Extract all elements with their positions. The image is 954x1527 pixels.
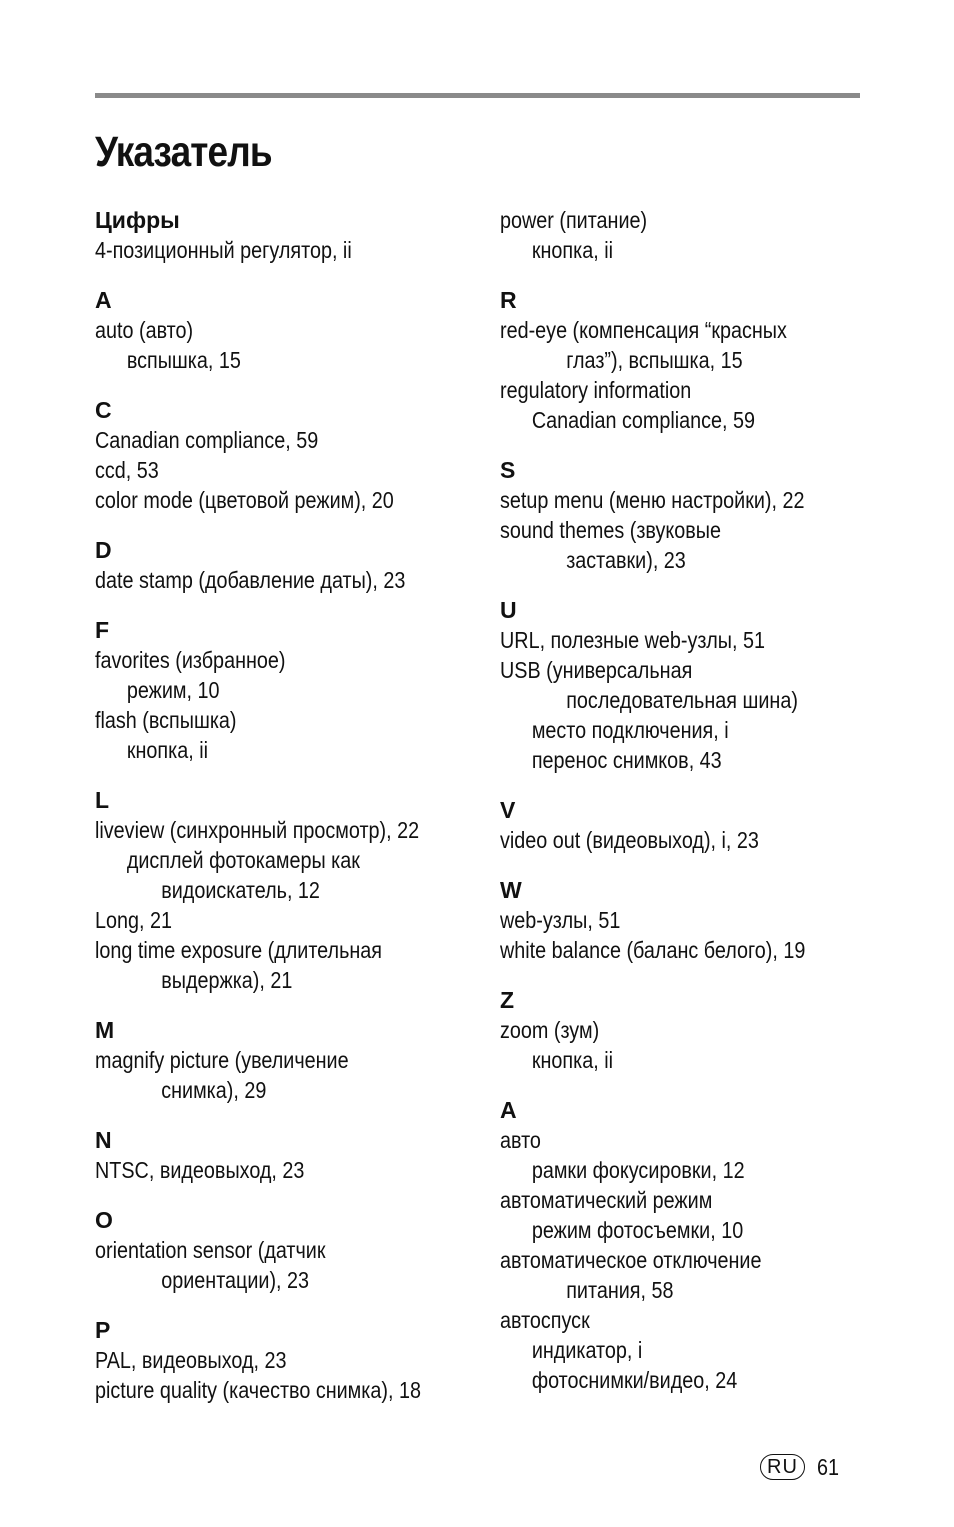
index-section — [500, 1095, 900, 1395]
index-section — [95, 1125, 495, 1185]
index-entry: автоматическое отключение — [500, 1247, 762, 1273]
index-subentry: место подключения, i — [531, 717, 729, 743]
index-column-left — [95, 205, 495, 1425]
index-entry: auto (авто) — [95, 317, 194, 343]
index-entry: video out (видеовыход), i, 23 — [500, 827, 759, 853]
index-entry: автоспуск — [500, 1307, 590, 1333]
index-subentry: видоискатель, 12 — [161, 877, 320, 903]
section-letter: S — [500, 457, 516, 483]
index-subentry: вспышка, 15 — [126, 347, 241, 373]
index-section — [500, 455, 900, 575]
index-subentry: кнопка, ii — [126, 737, 208, 763]
section-letter: P — [95, 1317, 111, 1343]
index-entry: magnify picture (увеличение — [95, 1047, 349, 1073]
index-section — [95, 395, 495, 515]
index-subentry: индикатор, i — [531, 1337, 643, 1363]
index-entry: NTSC, видеовыход, 23 — [95, 1157, 305, 1183]
index-entry: picture quality (качество снимка), 18 — [95, 1377, 421, 1403]
index-entry: автоматический режим — [500, 1187, 713, 1213]
index-subentry: снимка), 29 — [161, 1077, 267, 1103]
index-subentry: перенос снимков, 43 — [531, 747, 722, 773]
section-letter: F — [95, 617, 110, 643]
index-section — [95, 205, 495, 265]
index-section — [500, 285, 900, 435]
index-section — [500, 205, 900, 265]
section-letter: O — [95, 1207, 113, 1233]
index-entry: white balance (баланс белого), 19 — [500, 937, 806, 963]
index-entry: setup menu (меню настройки), 22 — [500, 487, 805, 513]
index-subentry: заставки), 23 — [566, 547, 686, 573]
index-entry: power (питание) — [500, 207, 648, 233]
page-number: 61 — [816, 1453, 839, 1480]
section-letter: W — [500, 877, 522, 903]
index-subentry: дисплей фотокамеры как — [126, 847, 360, 873]
index-entry: regulatory information — [500, 377, 692, 403]
index-column-right — [500, 205, 900, 1415]
section-letter: A — [95, 287, 112, 313]
index-subentry: кнопка, ii — [531, 237, 613, 263]
index-entry: PAL, видеовыход, 23 — [95, 1347, 287, 1373]
index-subentry: рамки фокусировки, 12 — [531, 1157, 745, 1183]
index-entry: orientation sensor (датчик — [95, 1237, 326, 1263]
index-entry: liveview (синхронный просмотр), 22 — [95, 817, 420, 843]
index-entry: web-узлы, 51 — [500, 907, 621, 933]
index-entry: date stamp (добавление даты), 23 — [95, 567, 406, 593]
section-letter: C — [95, 397, 112, 423]
section-letter: U — [500, 597, 517, 623]
index-subentry: последовательная шина) — [566, 687, 798, 713]
index-entry: color mode (цветовой режим), 20 — [95, 487, 394, 513]
index-section — [95, 1015, 495, 1105]
header-rule — [95, 93, 860, 98]
section-letter: V — [500, 797, 516, 823]
index-entry: red-eye (компенсация “красных — [500, 317, 787, 343]
index-entry: Long, 21 — [95, 907, 172, 933]
section-letter: Z — [500, 987, 515, 1013]
index-entry: zoom (зум) — [500, 1017, 600, 1043]
section-letter: Цифры — [95, 207, 180, 233]
index-section — [95, 1315, 495, 1405]
index-section — [95, 1205, 495, 1295]
language-badge: RU — [760, 1454, 805, 1480]
index-section — [500, 875, 900, 965]
index-section — [95, 785, 495, 995]
index-entry: Canadian compliance, 59 — [95, 427, 319, 453]
index-section — [500, 985, 900, 1075]
index-entry: long time exposure (длительная — [95, 937, 383, 963]
index-entry: sound themes (звуковые — [500, 517, 721, 543]
section-letter: А — [500, 1097, 517, 1123]
index-entry: ccd, 53 — [95, 457, 159, 483]
index-section — [95, 535, 495, 595]
page-footer — [760, 1452, 842, 1482]
index-section — [95, 615, 495, 765]
index-entry: flash (вспышка) — [95, 707, 237, 733]
index-subentry: режим фотосъемки, 10 — [531, 1217, 744, 1243]
index-subentry: фотоснимки/видео, 24 — [531, 1367, 738, 1393]
section-letter: M — [95, 1017, 115, 1043]
index-subentry: кнопка, ii — [531, 1047, 613, 1073]
section-letter: D — [95, 537, 112, 563]
index-entry: USB (универсальная — [500, 657, 693, 683]
index-section — [500, 795, 900, 855]
index-entry: URL, полезные web-узлы, 51 — [500, 627, 766, 653]
index-subentry: глаз”), вспышка, 15 — [566, 347, 743, 373]
index-section — [500, 595, 900, 775]
index-entry: авто — [500, 1127, 541, 1153]
index-subentry: Canadian compliance, 59 — [531, 407, 756, 433]
index-entry: 4-позиционный регулятор, ii — [95, 237, 352, 263]
index-section — [95, 285, 495, 375]
section-letter: L — [95, 787, 110, 813]
index-entry: favorites (избранное) — [95, 647, 286, 673]
page-title: Указатель — [95, 128, 272, 176]
section-letter: R — [500, 287, 517, 313]
index-subentry: ориентации), 23 — [161, 1267, 310, 1293]
index-subentry: питания, 58 — [566, 1277, 674, 1303]
index-subentry: режим, 10 — [126, 677, 220, 703]
index-subentry: выдержка), 21 — [161, 967, 293, 993]
section-letter: N — [95, 1127, 112, 1153]
